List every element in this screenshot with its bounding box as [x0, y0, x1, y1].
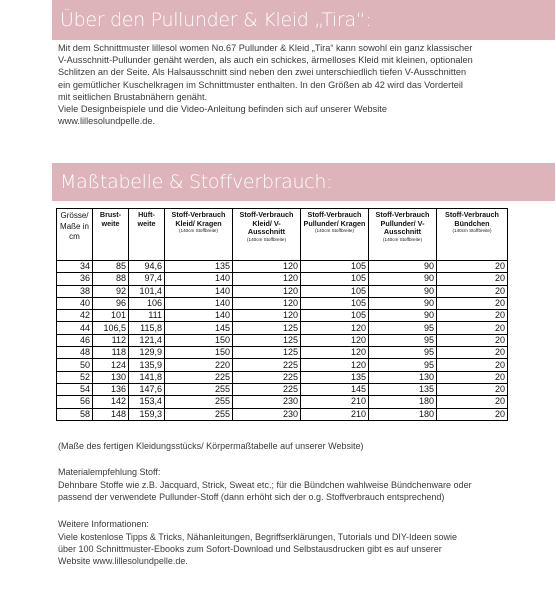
- table-cell: 90: [369, 297, 437, 309]
- table-cell: 230: [233, 396, 301, 408]
- table-cell: 101,4: [129, 285, 165, 297]
- table-cell: 20: [437, 273, 508, 285]
- table-cell: 20: [437, 285, 508, 297]
- table-cell: 120: [233, 261, 301, 273]
- table-cell: 135: [301, 371, 369, 383]
- table-cell: 120: [301, 359, 369, 371]
- table-cell: 120: [233, 285, 301, 297]
- intro-line: Schlitzen an der Seite. Als Halsausschnitt sind neben den zwei unterschiedlich tiefen V-Ausschnitten: [58, 67, 467, 78]
- table-cell: 20: [437, 297, 508, 309]
- table-cell: 20: [437, 261, 508, 273]
- table-cell: 225: [233, 383, 301, 395]
- table-cell: 150: [165, 334, 233, 346]
- header-cuffs: Stoff-Verbrauch Bündchen (140cm Stoffbreite): [437, 209, 508, 261]
- table-cell: 56: [57, 396, 93, 408]
- table-cell: 125: [233, 322, 301, 334]
- table-cell: 97,4: [129, 273, 165, 285]
- table-cell: 115,8: [129, 322, 165, 334]
- table-cell: 95: [369, 347, 437, 359]
- table-cell: 125: [233, 334, 301, 346]
- table-cell: 42: [57, 310, 93, 322]
- table-cell: 34: [57, 261, 93, 273]
- table-cell: 255: [165, 408, 233, 420]
- table-cell: 105: [301, 310, 369, 322]
- table-cell: 225: [233, 359, 301, 371]
- table-cell: 90: [369, 261, 437, 273]
- table-row: [57, 371, 508, 383]
- table-cell: 136: [93, 383, 129, 395]
- table-cell: 48: [57, 347, 93, 359]
- table-cell: 96: [93, 297, 129, 309]
- table-row: [57, 297, 508, 309]
- info-heading: Weitere Informationen:: [58, 519, 149, 529]
- table-row: [57, 347, 508, 359]
- table-cell: 105: [301, 261, 369, 273]
- table-cell: 125: [233, 347, 301, 359]
- table-cell: 40: [57, 297, 93, 309]
- table-cell: 153,4: [129, 396, 165, 408]
- intro-line: ein gemütlicher Kuschelkragen im Schnittmuster enthalten. In den Größen ab 42 wird das Vorderteil: [58, 79, 463, 90]
- table-cell: 92: [93, 285, 129, 297]
- intro-line: Viele Designbeispiele und die Video-Anleitung befinden sich auf unserer Website: [58, 104, 387, 115]
- table-cell: 255: [165, 383, 233, 395]
- table-cell: 106,5: [93, 322, 129, 334]
- table-cell: 180: [369, 408, 437, 420]
- header-bust: Brust-weite: [93, 209, 129, 261]
- table-cell: 120: [233, 297, 301, 309]
- table-cell: 95: [369, 334, 437, 346]
- table-cell: 135: [369, 383, 437, 395]
- table-row: [57, 310, 508, 322]
- table-header-row: [57, 209, 508, 261]
- table-cell: 20: [437, 322, 508, 334]
- section-banner-about: [52, 0, 555, 40]
- table-cell: 135: [165, 261, 233, 273]
- section-banner-sizes: [52, 163, 555, 201]
- table-cell: 135,9: [129, 359, 165, 371]
- table-cell: 120: [233, 273, 301, 285]
- table-cell: 148: [93, 408, 129, 420]
- table-cell: 36: [57, 273, 93, 285]
- table-cell: 105: [301, 273, 369, 285]
- table-cell: 145: [301, 383, 369, 395]
- info-line: über 100 Schnittmuster-Ebooks zum Sofort-Download und Selbstausdrucken gibt es auf unserer: [58, 544, 442, 554]
- intro-line: V-Ausschnitt-Pullunder genäht werden, als auch ein schickes, ärmelloses Kleid mit kleinen, optionalen: [58, 55, 473, 66]
- table-cell: 90: [369, 273, 437, 285]
- table-cell: 121,4: [129, 334, 165, 346]
- material-line: Dehnbare Stoffe wie z.B. Jacquard, Strick, Sweat etc.; für die Bündchen wahlweise Bündchenware oder: [58, 480, 472, 490]
- table-cell: 141,8: [129, 371, 165, 383]
- table-cell: 58: [57, 408, 93, 420]
- table-cell: 210: [301, 396, 369, 408]
- table-cell: 52: [57, 371, 93, 383]
- table-cell: 20: [437, 408, 508, 420]
- table-cell: 220: [165, 359, 233, 371]
- intro-line: www.lillesolundpelle.de.: [58, 116, 156, 127]
- table-note: (Maße des fertigen Kleidungsstücks/ Körpermaßtabelle auf unserer Website): [58, 441, 364, 451]
- table-cell: 44: [57, 322, 93, 334]
- table-cell: 120: [301, 322, 369, 334]
- intro-line: Mit dem Schnittmuster lillesol women No.67 Pullunder & Kleid „Tira“ kann sowohl ein ganz klassischer: [58, 43, 473, 53]
- section-title-sizes: Maßtabelle & Stoffverbrauch:: [60, 171, 333, 193]
- table-cell: 20: [437, 396, 508, 408]
- table-cell: 112: [93, 334, 129, 346]
- table-cell: 147,6: [129, 383, 165, 395]
- info-line: Viele kostenlose Tipps & Tricks, Nähanleitungen, Begriffserklärungen, Tutorials und DIY-Ideen sowie: [58, 532, 458, 542]
- table-row: [57, 408, 508, 420]
- header-size: Grösse/ Maße in cm: [57, 209, 93, 261]
- header-dress-vneck: Stoff-Verbrauch Kleid/ V-Ausschnitt (140cm Stoffbreite): [233, 209, 301, 261]
- table-cell: 46: [57, 334, 93, 346]
- size-table: [56, 208, 508, 421]
- table-cell: 120: [233, 310, 301, 322]
- material-line: passend der verwendete Pullunder-Stoff (dann erhöht sich der o.g. Stoffverbrauch entsprechend): [58, 492, 445, 502]
- table-row: [57, 383, 508, 395]
- table-cell: 90: [369, 285, 437, 297]
- table-cell: 124: [93, 359, 129, 371]
- table-cell: 210: [301, 408, 369, 420]
- table-cell: 140: [165, 310, 233, 322]
- table-cell: 38: [57, 285, 93, 297]
- intro-line: mit seitlichen Brustabnähern genäht.: [58, 91, 208, 102]
- table-cell: 95: [369, 322, 437, 334]
- table-cell: 225: [165, 371, 233, 383]
- header-hip: Hüft-weite: [129, 209, 165, 261]
- table-cell: 20: [437, 383, 508, 395]
- table-cell: 140: [165, 297, 233, 309]
- table-cell: 145: [165, 322, 233, 334]
- table-row: [57, 359, 508, 371]
- table-cell: 85: [93, 261, 129, 273]
- header-dress-collar: Stoff-Verbrauch Kleid/ Kragen (140cm Stoffbreite): [165, 209, 233, 261]
- section-title-about: Über den Pullunder & Kleid „Tira“:: [60, 9, 372, 31]
- table-cell: 105: [301, 285, 369, 297]
- table-cell: 95: [369, 359, 437, 371]
- table-cell: 230: [233, 408, 301, 420]
- table-cell: 142: [93, 396, 129, 408]
- table-row: [57, 285, 508, 297]
- table-cell: 111: [129, 310, 165, 322]
- table-cell: 54: [57, 383, 93, 395]
- table-cell: 225: [233, 371, 301, 383]
- table-cell: 129,9: [129, 347, 165, 359]
- table-cell: 20: [437, 371, 508, 383]
- header-pullunder-vneck: Stoff-Verbrauch Pullunder/ V-Ausschnitt (140cm Stoffbreite): [369, 209, 437, 261]
- table-cell: 255: [165, 396, 233, 408]
- table-cell: 20: [437, 310, 508, 322]
- table-cell: 20: [437, 347, 508, 359]
- table-cell: 180: [369, 396, 437, 408]
- table-row: [57, 334, 508, 346]
- table-body: [57, 261, 508, 421]
- table-cell: 90: [369, 310, 437, 322]
- table-row: [57, 261, 508, 273]
- table-cell: 159,3: [129, 408, 165, 420]
- table-cell: 130: [369, 371, 437, 383]
- table-cell: 106: [129, 297, 165, 309]
- table-cell: 150: [165, 347, 233, 359]
- table-cell: 140: [165, 285, 233, 297]
- table-cell: 120: [301, 334, 369, 346]
- header-pullunder-collar: Stoff-Verbrauch Pullunder/ Kragen (140cm Stoffbreite): [301, 209, 369, 261]
- table-cell: 20: [437, 334, 508, 346]
- material-heading: Materialempfehlung Stoff:: [58, 467, 161, 477]
- table-row: [57, 396, 508, 408]
- table-cell: 88: [93, 273, 129, 285]
- table-cell: 20: [437, 359, 508, 371]
- info-line: Website www.lillesolundpelle.de.: [58, 556, 188, 566]
- table-row: [57, 273, 508, 285]
- table-cell: 118: [93, 347, 129, 359]
- intro-text: [58, 42, 550, 127]
- table-cell: 130: [93, 371, 129, 383]
- table-cell: 94,6: [129, 261, 165, 273]
- table-row: [57, 322, 508, 334]
- table-cell: 101: [93, 310, 129, 322]
- table-cell: 120: [301, 347, 369, 359]
- table-cell: 140: [165, 273, 233, 285]
- table-cell: 105: [301, 297, 369, 309]
- table-cell: 50: [57, 359, 93, 371]
